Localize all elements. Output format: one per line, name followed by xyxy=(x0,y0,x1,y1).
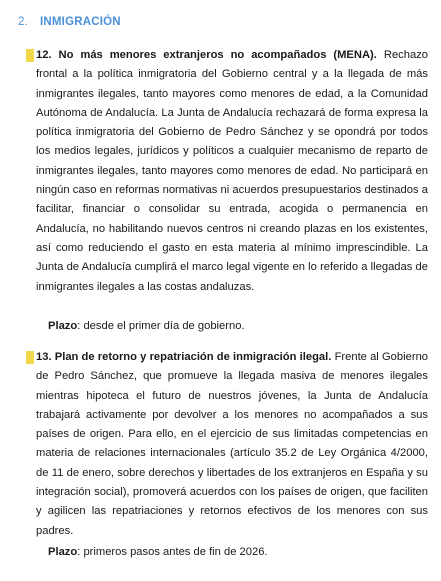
plazo-line-13 xyxy=(48,546,268,558)
highlight-marker-icon xyxy=(26,351,34,364)
measure-body: Frente al Gobierno de Pedro Sánchez, que promueve la llegada masiva de menores ilegales mientras hipoteca el futuro de nuestros jóvenes, la Junta de Andalucía trabajará activamente por devolver a los menores no acompañados a sus países de origen. Para ello, en el ejercicio de sus limitadas competencias en materia de relaciones internacionales (artículo 35.2 de Ley Orgánica 4/2000, de 11 de enero, sobre derechos y libertades de los extranjeros en España y su integración social), promoverá acuerdos con los países de origen, que faciliten y agilicen las repatriaciones y retornos efectivos de los menores con sus padres. xyxy=(36,351,429,537)
plazo-text: : primeros pasos antes de fin de 2026. xyxy=(77,546,268,558)
measure-title: 12. No más menores extranjeros no acompañados (MENA). xyxy=(36,49,377,61)
plazo-label: Plazo xyxy=(48,320,78,332)
measure-item-12 xyxy=(36,46,428,297)
plazo-line-12 xyxy=(48,320,245,332)
measure-body: Rechazo frontal a la política inmigratoria del Gobierno central y a la llegada de más inmigrantes ilegales, tanto mayores como menores de edad, a la Comunidad Autónoma de Andalucía. La Junta de Andalucía rechazará de forma expresa la política inmigratoria del Gobierno de Pedro Sánchez y se opondrá por todos los medios legales, jurídicos y políticos a cualquier mecanismo de reparto de inmigrantes ilegales, tanto mayores como menores de edad. No participará en ningún caso en reformas normativas ni acuerdos presupuestarios destinados a facilitar, financiar o consolidar su entrada, acogida o permanencia en Andalucía, no habilitando nuevos centros ni creando plazas en los existentes, así como reduciendo el gasto en esta materia al mínimo imprescindible. La Junta de Andalucía cumplirá el marco legal vigente en lo referido a llegadas de inmigrantes ilegales a las costas andaluzas. xyxy=(36,49,429,293)
section-heading xyxy=(18,16,121,28)
section-number: 2. xyxy=(18,16,28,28)
highlight-marker-icon xyxy=(26,49,34,62)
measure-item-13 xyxy=(36,348,428,541)
section-title: INMIGRACIÓN xyxy=(40,16,121,28)
measure-title: 13. Plan de retorno y repatriación de inmigración ilegal. xyxy=(36,351,332,363)
plazo-text: : desde el primer día de gobierno. xyxy=(77,320,245,332)
plazo-label: Plazo xyxy=(48,546,78,558)
